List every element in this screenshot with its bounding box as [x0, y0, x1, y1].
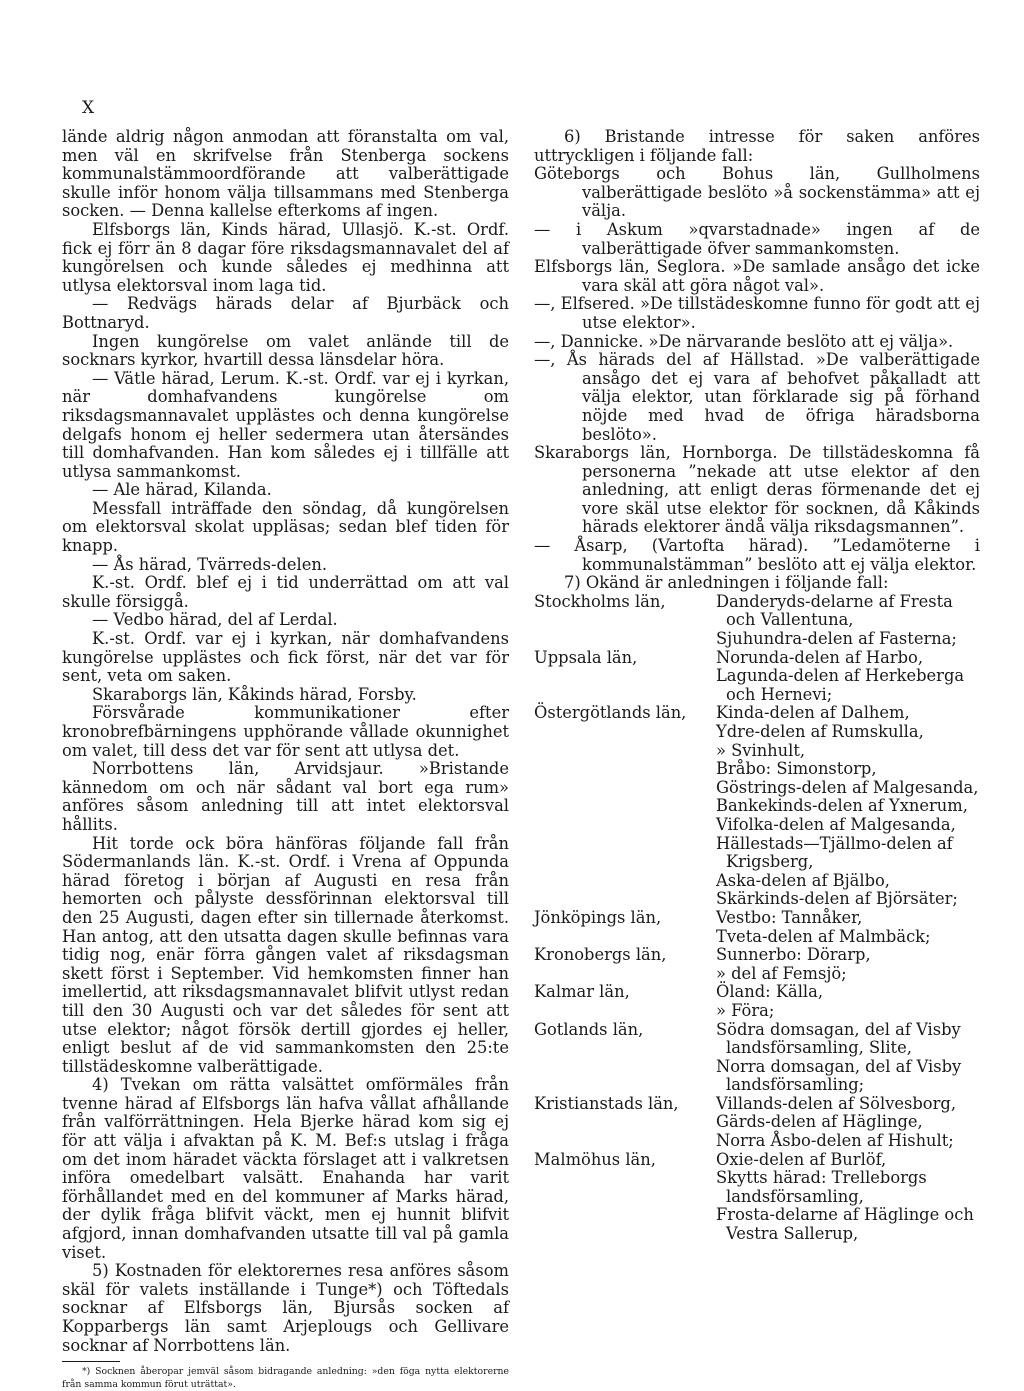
county-entry [534, 946, 980, 983]
place-list [716, 1151, 980, 1244]
right-paragraphs [534, 128, 980, 574]
place-list [716, 1021, 980, 1095]
paragraph: K.-st. Ordf. var ej i kyrkan, när domhafvandens kungörelse upplästes och fick först, när det var för sent, veta om saken. [62, 629, 509, 686]
place-item: Lagunda-delen af Herkeberga och Hernevi; [716, 666, 965, 704]
county-entry [534, 649, 980, 705]
page-number: X [82, 98, 95, 118]
county-entry [534, 1021, 980, 1095]
place-item: Norra Åsbo-delen af Hishult; [716, 1131, 954, 1151]
paragraph: K.-st. Ordf. blef ej i tid underrättad om att val skulle försiggå. [62, 573, 509, 611]
section-7-list [534, 593, 980, 1244]
paragraph: — Ås härad, Tvärreds-delen. [92, 554, 328, 574]
footnote-rule [62, 1361, 120, 1362]
place-list [716, 593, 980, 649]
paragraph: 6) Bristande intresse för saken anföres uttryckligen i följande fall: [534, 127, 980, 165]
place-list [716, 704, 980, 909]
place-item: » Föra; [716, 1000, 775, 1020]
place-item: Vestbo: Tannåker, [716, 907, 863, 927]
place-item: Bankekinds-delen af Yxnerum, [716, 796, 968, 816]
paragraph: Göteborgs och Bohus län, Gullholmens valberättigade beslöto »å sockenstämma» att ej välja. [534, 164, 980, 221]
place-item: Aska-delen af Bjälbo, [716, 870, 890, 890]
place-list [716, 946, 980, 983]
place-item: » del af Femsjö; [716, 963, 847, 983]
county-entry [534, 909, 980, 946]
section-7-heading: 7) Okänd är anledningen i följande fall: [564, 573, 889, 593]
place-item: Sunnerbo: Dörarp, [716, 945, 871, 965]
paragraph: Messfall inträffade den söndag, då kungörelsen om elektorsval skolat uppläsas; sedan blef tiden för knapp. [62, 498, 509, 556]
paragraph: —, Dannicke. »De närvarande beslöto att ej välja». [534, 331, 954, 351]
county-name: Malmöhus län, [534, 1149, 656, 1169]
place-item: Danderyds-delarne af Fresta och Vallentuna, [716, 591, 953, 630]
county-entry [534, 1095, 980, 1151]
paragraph: Hit torde ock böra hänföras följande fall från Södermanlands län. K.-st. Ordf. i Vrena af Oppunda härad företog i början af Augusti en resa från hemorten och pålyste dessförinnan elektorsval till den 25 Augusti, dagen efter sin tillernade återkomst. Han antog, att den utsatta dagen skulle befinnas vara tidig nog, enär förra gången valet af riksdagsman skett först i September. Vid hemkomsten finner han imellertid, att riksdagsmannavalet blifvit utlyst redan till den 30 Augusti och var det således för sent att utse elektor; något försök dertill gjordes ej heller, enligt beslut af de vid sammankomsten den 25:te tillstädeskomne valberättigade. [62, 833, 509, 1076]
place-item: Ydre-delen af Rumskulla, [716, 722, 924, 741]
paragraph: Skaraborgs län, Hornborga. De tillstädeskomna få personerna ”nekade att utse elektor af den anledning, att enligt deras förmenande det ej vore skäl utse elektor för socknen, då Kåkinds härads elektorer ändå välja riksdagsmannen”. [534, 443, 980, 537]
place-item: Södra domsagan, del af Visby landsförsamling, Slite, [716, 1019, 961, 1058]
place-item: Norunda-delen af Harbo, [716, 647, 923, 667]
place-item: Vifolka-delen af Malgesanda, [716, 814, 956, 834]
paragraph: — Vätle härad, Lerum. K.-st. Ordf. var ej i kyrkan, när domhafvandens kungörelse om riksdagsmannavalet upplästes och denna kungörelse delgafs honom ej heller sedermera utan återsändes till domhafvanden. Han kom således ej i tillfälle att utlysa sammankomst. [62, 368, 509, 481]
right-column [534, 128, 980, 1244]
paragraph: Norrbottens län, Arvidsjaur. »Bristande kännedom om och när sådant val bort ega rum» anföres såsom anledning till att intet elektorsval hållits. [62, 759, 509, 834]
paragraph: 4) Tvekan om rätta valsättet omförmäles från tvenne härad af Elfsborgs län hafva vållat afhållande från valförrättningen. Hela Bjerke härad kom sig ej för att välja i afvaktan på K. M. Bef:s utslag i fråga om det inom häradet väckta förslaget att i valkretsen införa omedelbart valsätt. Enahanda har varit förhållandet med en del kommuner af Marks härad, der dylik fråga blifvit väckt, men ej hunnit blifvit afgjord, innan domhafvanden utsatte till val på gamla viset. [62, 1075, 509, 1262]
paragraph: — Åsarp, (Vartofta härad). ”Ledamöterne i kommunalstämman” beslöto att ej välja elektor. [534, 536, 980, 574]
place-list [716, 983, 980, 1020]
place-item: Hällestads—Tjällmo-delen af Krigsberg, [716, 833, 953, 872]
place-item: Villands-delen af Sölvesborg, [716, 1093, 956, 1113]
county-entry [534, 983, 980, 1020]
county-name: Kronobergs län, [534, 945, 667, 965]
footnote: *) Socknen åberopar jemväl såsom bidragande anledning: »den föga nytta elektorerne från samma kommun förut uträttat». [62, 1366, 509, 1390]
paragraph: Elfsborgs län, Kinds härad, Ullasjö. K.-st. Ordf. fick ej förr än 8 dagar före riksdagsmannavalet del af kungörelsen och kunde således ej medhinna att utlysa elektorsval inom laga tid. [62, 219, 509, 295]
place-item: Kinda-delen af Dalhem, [716, 703, 910, 723]
paragraph: — Redvägs härads delar af Bjurbäck och Bottnaryd. [62, 294, 509, 332]
county-name: Jönköpings län, [534, 907, 662, 927]
county-name: Östergötlands län, [534, 703, 687, 723]
paragraph: Skaraborgs län, Kåkinds härad, Forsby. [92, 684, 417, 704]
paragraph: Elfsborgs län, Seglora. »De samlade ansågo det icke vara skäl att göra något val». [534, 257, 980, 295]
place-list [716, 1095, 980, 1151]
paragraph: lände aldrig någon anmodan att föranstalta om val, men väl en skrifvelse från Stenberga sockens kommunalstämmoordförande att valberättigade skulle inför honom välja tillsammans med Stenberga socken. — Denna kallelse efterkoms af ingen. [62, 127, 509, 221]
paragraph: Försvårade kommunikationer efter kronobrefbärningens upphörande vållade okunnighet om valet, till dess det var för sent att utlysa det. [62, 703, 509, 760]
paragraph: — Vedbo härad, del af Lerdal. [92, 610, 338, 630]
place-list [716, 909, 980, 946]
place-item: Göstrings-delen af Malgesanda, [716, 777, 979, 797]
county-name: Gotlands län, [534, 1019, 644, 1039]
place-item: Öland: Källa, [716, 982, 823, 1002]
left-column [62, 128, 509, 1391]
county-name: Kristianstads län, [534, 1093, 679, 1113]
county-name: Kalmar län, [534, 982, 630, 1002]
place-item: Tveta-delen af Malmbäck; [716, 926, 931, 946]
place-item: Sjuhundra-delen af Fasterna; [716, 629, 957, 649]
place-item: Bråbo: Simonstorp, [716, 759, 877, 779]
left-paragraphs [62, 128, 509, 1355]
place-item: Skytts härad: Trelleborgs landsförsamling, [716, 1168, 927, 1206]
place-item: Oxie-delen af Burlöf, [716, 1149, 887, 1169]
county-entry [534, 593, 980, 649]
place-list [716, 649, 980, 705]
place-item: Skärkinds-delen af Björsäter; [716, 889, 958, 909]
county-entry [534, 704, 980, 909]
place-item: Gärds-delen af Häglinge, [716, 1112, 923, 1132]
county-name: Uppsala län, [534, 647, 638, 667]
county-name: Stockholms län, [534, 591, 666, 611]
paragraph: —, Ås härads del af Hällstad. »De valberättigade ansågo det ej vara af behofvet påkalladt att välja elektor, utan förklarade sig på förhand nöjde med hvad de öfriga häradsborna beslöto». [534, 350, 980, 444]
county-entry [534, 1151, 980, 1244]
paragraph: 5) Kostnaden för elektorernes resa anföres såsom skäl för valets inställande i Tunge*) och Töftedals socknar af Elfsborgs län, Bjursås socken af Kopparbergs län samt Arjeplougs och Gellivare socknar af Norrbottens län. [62, 1261, 509, 1355]
paragraph: — Ale härad, Kilanda. [92, 480, 272, 500]
paragraph: —, Elfsered. »De tillstädeskomne funno för godt att ej utse elektor». [534, 294, 980, 332]
paragraph: — i Askum »qvarstadnade» ingen af de valberättigade öfver sammankomsten. [534, 219, 980, 258]
place-item: » Svinhult, [716, 740, 806, 760]
place-item: Frosta-delarne af Häglinge och Vestra Sallerup, [716, 1205, 974, 1244]
paragraph: Ingen kungörelse om valet anlände till de socknars kyrkor, hvartill dessa länsdelar höra. [62, 331, 509, 370]
place-item: Norra domsagan, del af Visby landsförsamling; [716, 1056, 962, 1095]
